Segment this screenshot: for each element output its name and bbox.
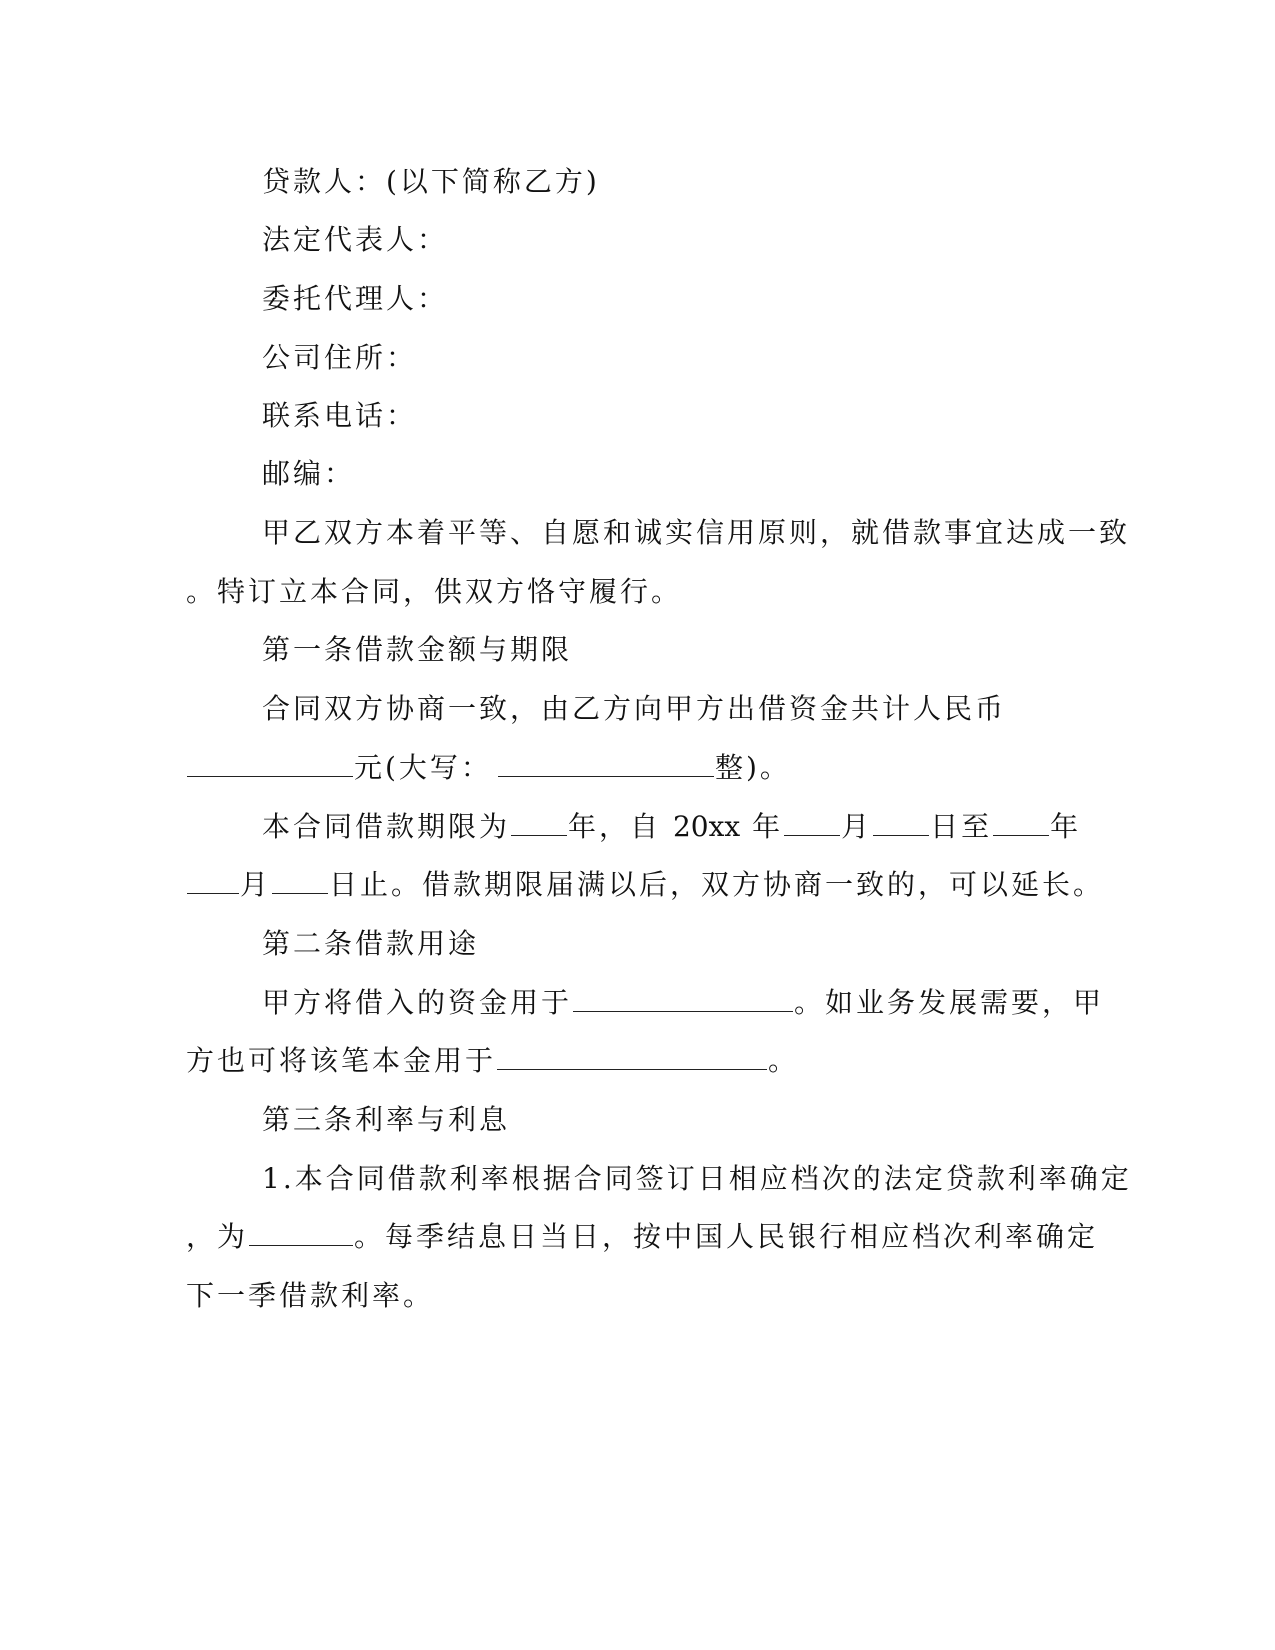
rate-text-b: 。每季结息日当日，按中国人民银行相应档次利率确定 <box>354 1220 1099 1253</box>
address-text: 公司住所： <box>262 341 418 374</box>
term-text-a: 本合同借款期限为 <box>262 810 511 843</box>
term-years-blank[interactable] <box>511 807 567 836</box>
lender-line <box>0 160 1275 204</box>
amount-uppercase-blank[interactable] <box>498 748 714 777</box>
term-line-1 <box>0 805 1275 849</box>
legal-rep-text: 法定代表人： <box>262 223 449 256</box>
term-line-2 <box>0 863 1275 907</box>
term-text-d: 月 <box>841 810 873 843</box>
use-alt-purpose-blank[interactable] <box>497 1041 767 1070</box>
article2-title-line <box>0 922 1275 966</box>
term-text-e: 日至 <box>930 810 993 843</box>
end-year-blank[interactable] <box>993 807 1049 836</box>
amount-line-2 <box>0 746 1275 790</box>
use-text-b: 。如业务发展需要，甲 <box>794 986 1105 1019</box>
start-month-blank[interactable] <box>784 807 840 836</box>
rate-line-1 <box>0 1157 1275 1201</box>
address-line <box>0 336 1275 380</box>
term-text-b: 年，自 <box>568 810 662 843</box>
use-line-2 <box>0 1039 1275 1083</box>
use-text-d: 。 <box>768 1044 800 1077</box>
rate-line-2 <box>0 1215 1275 1259</box>
lender-text: 贷款人：(以下简称乙方) <box>262 165 600 198</box>
term-year-value: 20xx <box>672 810 741 843</box>
preamble-text-2: 。特订立本合同，供双方恪守履行。 <box>186 575 683 608</box>
preamble-line-2 <box>0 570 1275 614</box>
preamble-text-1: 甲乙双方本着平等、自愿和诚实信用原则，就借款事宜达成一致 <box>262 516 1131 549</box>
term-text-f: 年 <box>1050 810 1082 843</box>
phone-line <box>0 394 1275 438</box>
legal-rep-line <box>0 218 1275 262</box>
start-day-blank[interactable] <box>873 807 929 836</box>
article2-title: 第二条借款用途 <box>262 927 480 960</box>
end-month-blank[interactable] <box>187 865 239 894</box>
use-text-a: 甲方将借入的资金用于 <box>262 986 573 1019</box>
term-text-g: 月 <box>240 868 272 901</box>
end-day-blank[interactable] <box>272 865 328 894</box>
rate-blank[interactable] <box>249 1217 353 1246</box>
preamble-line-1 <box>0 511 1275 555</box>
agent-line <box>0 277 1275 321</box>
amount-zheng-text: 整)。 <box>714 751 791 784</box>
amount-line-1 <box>0 687 1275 731</box>
rate-text-1: 1.本合同借款利率根据合同签订日相应档次的法定贷款利率确定 <box>262 1162 1132 1195</box>
rate-text-a: ，为 <box>186 1220 249 1253</box>
amount-blank[interactable] <box>187 748 353 777</box>
amount-yuan-text: 元(大写： <box>354 751 492 784</box>
amount-text-1: 合同双方协商一致，由乙方向甲方出借资金共计人民币 <box>262 692 1007 725</box>
phone-text: 联系电话： <box>262 399 418 432</box>
term-text-h: 日止。借款期限届满以后，双方协商一致的，可以延长。 <box>329 868 1105 901</box>
use-text-c: 方也可将该笔本金用于 <box>186 1044 497 1077</box>
article3-title-line <box>0 1098 1275 1142</box>
term-text-c: 年 <box>752 810 784 843</box>
use-line-1 <box>0 981 1275 1025</box>
use-purpose-blank[interactable] <box>573 983 793 1012</box>
rate-text-3: 下一季借款利率。 <box>186 1279 435 1312</box>
article3-title: 第三条利率与利息 <box>262 1103 511 1136</box>
postcode-line <box>0 452 1275 496</box>
rate-line-3 <box>0 1274 1275 1318</box>
agent-text: 委托代理人： <box>262 282 449 315</box>
article1-title-line <box>0 628 1275 672</box>
article1-title: 第一条借款金额与期限 <box>262 633 573 666</box>
postcode-text: 邮编： <box>262 457 356 490</box>
